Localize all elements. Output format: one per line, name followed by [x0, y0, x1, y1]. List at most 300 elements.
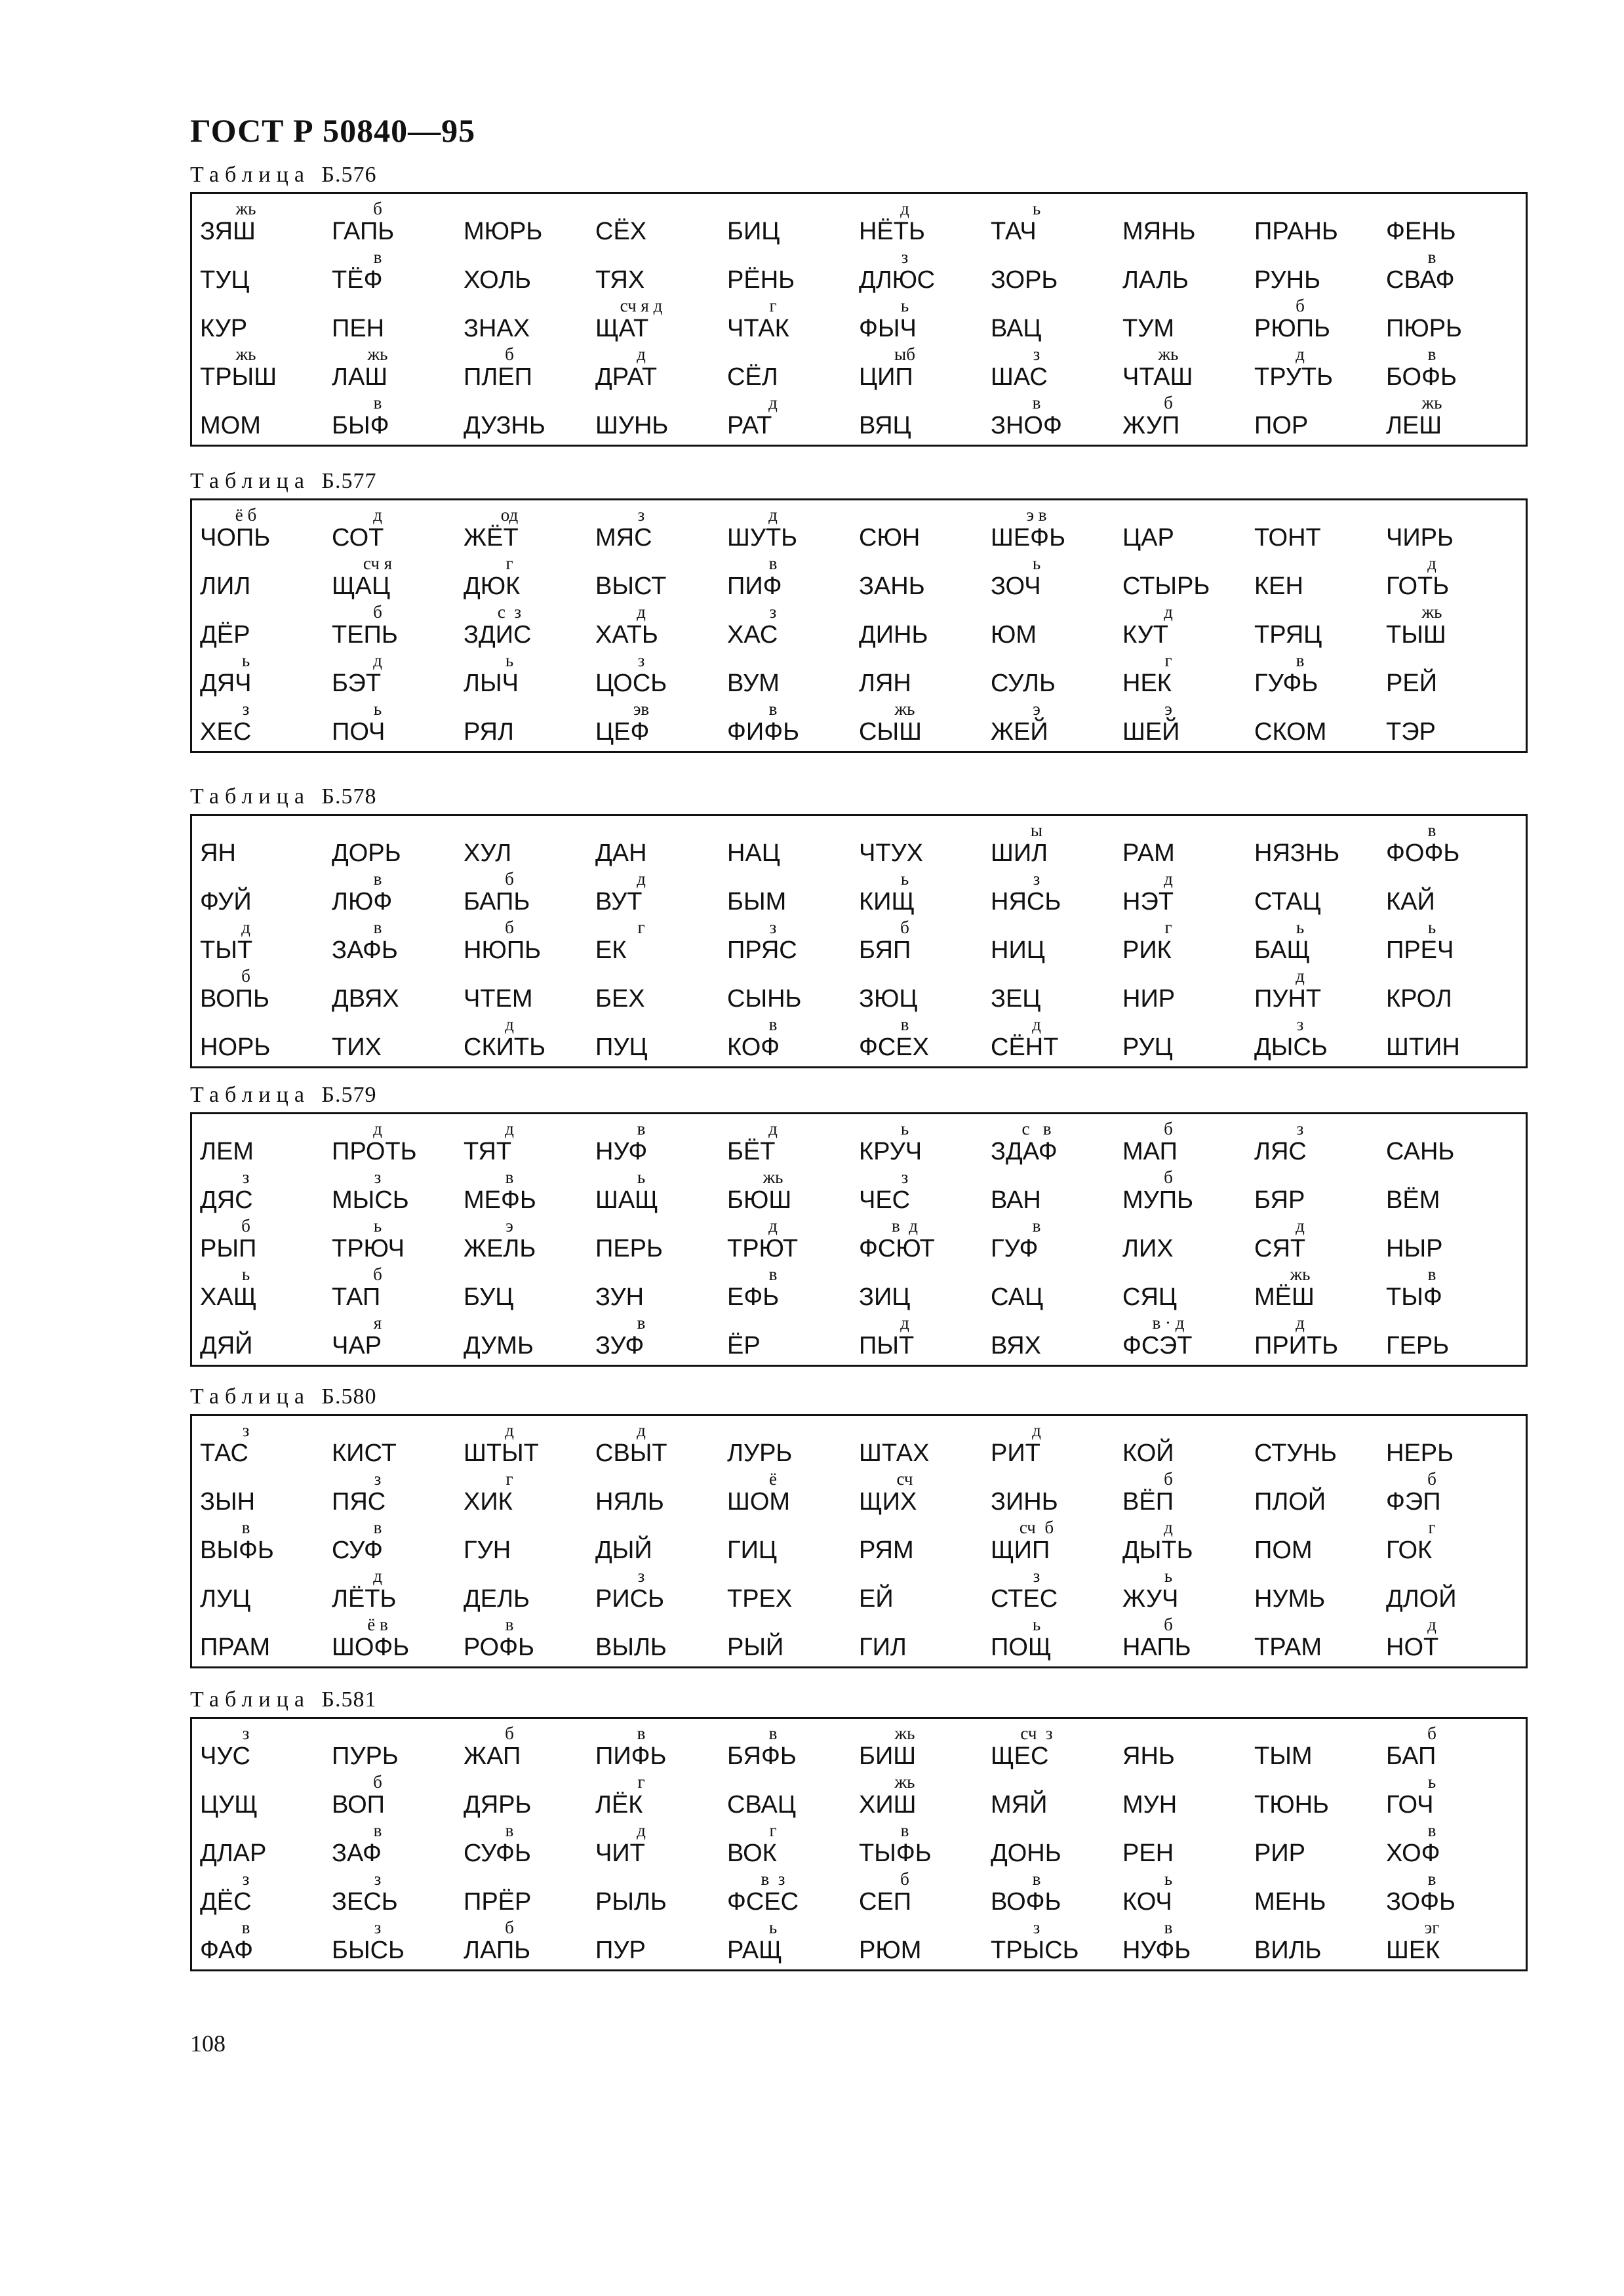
cell-word: ЛИЛ — [200, 573, 251, 600]
table-cell — [1122, 1517, 1254, 1565]
table-cell — [464, 820, 595, 868]
cell-word: РЯЛ — [464, 718, 514, 746]
table-row — [200, 1264, 1518, 1312]
cell-annotation: з — [901, 1167, 909, 1187]
table-cell — [991, 868, 1122, 917]
table-cell — [991, 820, 1122, 868]
cell-annotation: з — [374, 1918, 382, 1937]
cell-annotation: д — [1164, 1518, 1173, 1537]
table-cell — [332, 1565, 464, 1614]
table-cell — [1122, 392, 1254, 441]
table-cell — [991, 1868, 1122, 1917]
table-cell — [464, 198, 595, 247]
cell-word: ДЯС — [200, 1186, 253, 1214]
cell-annotation — [1254, 1917, 1346, 1938]
cell-word: СТЕС — [991, 1585, 1058, 1613]
cell-word: ЛЕШ — [1386, 412, 1442, 439]
cell-word: ТОНТ — [1254, 524, 1321, 552]
cell-word: ТАЧ — [991, 218, 1037, 245]
cell-annotation: в — [1032, 393, 1041, 413]
cell-annotation: з — [242, 1420, 250, 1440]
cell-annotation — [1122, 820, 1214, 841]
cell-annotation — [464, 198, 555, 219]
cell-annotation — [464, 295, 555, 316]
table-cell — [991, 1312, 1122, 1361]
cell-annotation — [1254, 1565, 1346, 1586]
cell-annotation: в · д — [1152, 1313, 1185, 1333]
cell-annotation: в — [1427, 820, 1436, 840]
cell-word: ЗИЦ — [859, 1283, 911, 1311]
cell-annotation: д — [637, 344, 646, 364]
table-cell — [727, 601, 859, 650]
cell-annotation — [1254, 198, 1346, 219]
cell-word: КУР — [200, 315, 248, 342]
table-cell — [859, 1215, 991, 1264]
table-cell — [464, 1468, 595, 1517]
cell-annotation: жь — [1421, 393, 1442, 413]
table-cell — [1386, 601, 1518, 650]
cell-annotation: с в — [1021, 1119, 1052, 1138]
cell-annotation: з — [374, 1469, 382, 1489]
table-cell — [1254, 698, 1386, 747]
cell-annotation: б — [900, 917, 909, 937]
cell-word: ЧТЕМ — [464, 985, 533, 1013]
table-cell — [859, 1723, 991, 1771]
cell-annotation: з — [1033, 1918, 1040, 1937]
cell-annotation: в — [505, 1167, 514, 1187]
cell-word: МЮРЬ — [464, 218, 543, 245]
cell-word: РИК — [1122, 937, 1172, 964]
cell-word: ВАН — [991, 1186, 1041, 1214]
cell-annotation: г — [505, 1469, 513, 1489]
cell-word: ПЛЕП — [464, 363, 532, 391]
cell-word: ДЛАР — [200, 1840, 267, 1867]
cell-annotation — [859, 601, 951, 622]
cell-annotation — [727, 344, 819, 365]
cell-word: ЛЁТЬ — [332, 1585, 397, 1613]
cell-annotation: д — [373, 1119, 382, 1138]
cell-annotation — [1254, 1723, 1346, 1744]
cell-word: ШТАХ — [859, 1440, 930, 1467]
cell-word: ЗАФЬ — [332, 937, 398, 964]
cell-word: БЁТ — [727, 1138, 776, 1165]
cell-word: НУФ — [595, 1138, 648, 1165]
cell-word: ДЛОЙ — [1386, 1585, 1457, 1613]
table-cell — [859, 1771, 991, 1820]
table-row — [200, 1565, 1518, 1614]
table-caption-prefix: Таблица — [190, 1687, 310, 1712]
cell-word: ФСЕС — [727, 1888, 799, 1916]
cell-word: ЩЕС — [991, 1742, 1049, 1770]
cell-annotation — [727, 247, 819, 268]
table-cell — [464, 295, 595, 344]
table-cell — [991, 1420, 1122, 1468]
cell-annotation — [595, 1868, 687, 1889]
cell-annotation — [1254, 601, 1346, 622]
cell-annotation — [727, 1420, 819, 1441]
cell-word: ВОК — [727, 1840, 777, 1867]
table-cell — [991, 1917, 1122, 1965]
table-cell — [727, 1118, 859, 1167]
word-table — [190, 1414, 1528, 1668]
cell-annotation: в — [373, 917, 382, 937]
table-cell — [200, 344, 332, 392]
cell-word: ТАС — [200, 1440, 248, 1467]
cell-annotation: ь — [637, 1167, 646, 1187]
table-cell — [464, 1264, 595, 1312]
table-cell — [200, 1312, 332, 1361]
cell-annotation: д — [637, 602, 646, 622]
table-cell — [1122, 917, 1254, 965]
table-cell — [991, 1565, 1122, 1614]
cell-annotation: г — [1428, 1518, 1436, 1537]
table-cell — [1254, 1517, 1386, 1565]
cell-annotation — [200, 601, 292, 622]
table-cell — [464, 247, 595, 295]
cell-word: ЛЯС — [1254, 1138, 1307, 1165]
cell-annotation — [595, 198, 687, 219]
cell-word: ЦИП — [859, 363, 913, 391]
cell-word: ПОМ — [1254, 1537, 1313, 1564]
cell-annotation: г — [1164, 651, 1172, 670]
cell-annotation: ь — [900, 296, 909, 315]
cell-annotation: ь — [1296, 917, 1305, 937]
cell-word: НИЦ — [991, 937, 1045, 964]
cell-annotation — [1386, 1565, 1478, 1586]
table-row — [200, 601, 1518, 650]
cell-word: САЦ — [991, 1283, 1044, 1311]
cell-annotation: жь — [235, 344, 256, 364]
cell-annotation: жь — [894, 1723, 915, 1743]
cell-annotation: в з — [761, 1869, 785, 1889]
cell-word: СВЫТ — [595, 1440, 667, 1467]
cell-annotation: эв — [633, 699, 650, 719]
table-cell — [464, 868, 595, 917]
cell-word: БИШ — [859, 1742, 917, 1770]
cell-word: НОРЬ — [200, 1034, 271, 1061]
cell-annotation: б — [1164, 1119, 1173, 1138]
cell-annotation: ь — [241, 1264, 250, 1284]
table-cell — [859, 601, 991, 650]
cell-word: СУФЬ — [464, 1840, 531, 1867]
cell-word: ЕЙ — [859, 1585, 894, 1613]
table-caption — [190, 161, 1528, 192]
cell-word: СВАФ — [1386, 266, 1455, 294]
cell-word: ЧТУХ — [859, 839, 924, 867]
cell-annotation: б — [505, 1918, 514, 1937]
cell-word: ПИФЬ — [595, 1742, 667, 1770]
cell-word: СЁЛ — [727, 363, 778, 391]
cell-annotation: сч я д — [620, 296, 663, 315]
cell-word: ПЕН — [332, 315, 385, 342]
table-cell — [1254, 247, 1386, 295]
table-cell — [1122, 650, 1254, 698]
cell-word: ШИЛ — [991, 839, 1048, 867]
cell-annotation — [1122, 1723, 1214, 1744]
table-section — [190, 1081, 1528, 1367]
cell-word: ВЁП — [1122, 1488, 1174, 1516]
cell-word: ЖЕЙ — [991, 718, 1048, 746]
cell-annotation — [727, 198, 819, 219]
cell-annotation — [1122, 1014, 1214, 1035]
table-cell — [332, 392, 464, 441]
table-cell — [991, 1614, 1122, 1662]
table-cell — [595, 1014, 727, 1062]
table-cell — [200, 1118, 332, 1167]
cell-annotation — [200, 820, 292, 841]
cell-annotation: жь — [1158, 344, 1179, 364]
cell-annotation: д — [373, 505, 382, 525]
word-table — [190, 1112, 1528, 1367]
table-caption-number: Б.579 — [321, 1083, 377, 1107]
table-cell — [332, 1614, 464, 1662]
table-cell — [200, 1917, 332, 1965]
cell-annotation — [727, 1312, 819, 1333]
cell-word: БЮШ — [727, 1186, 792, 1214]
cell-annotation — [991, 1312, 1082, 1333]
table-cell — [991, 1118, 1122, 1167]
cell-annotation: б — [900, 1869, 909, 1889]
cell-word: МОМ — [200, 412, 261, 439]
cell-annotation: ь — [1032, 1615, 1041, 1634]
cell-annotation: з — [1033, 344, 1040, 364]
cell-word: ЗЫН — [200, 1488, 256, 1516]
cell-word: ГУФЬ — [1254, 670, 1318, 697]
table-cell — [1122, 1312, 1254, 1361]
cell-word: НЯЛЬ — [595, 1488, 664, 1516]
cell-annotation — [1254, 820, 1346, 841]
table-cell — [1386, 1517, 1518, 1565]
word-table — [190, 192, 1528, 447]
cell-word: ЗЯШ — [200, 218, 256, 245]
table-row — [200, 344, 1518, 392]
cell-word: БЫФ — [332, 412, 389, 439]
table-cell — [200, 698, 332, 747]
cell-word: ГОК — [1386, 1537, 1433, 1564]
cell-annotation — [1386, 1167, 1478, 1188]
cell-word: ЗНОФ — [991, 412, 1062, 439]
cell-annotation: в — [373, 393, 382, 413]
table-cell — [1122, 1468, 1254, 1517]
cell-word: РЮМ — [859, 1937, 922, 1964]
cell-annotation — [1122, 553, 1214, 574]
table-cell — [1386, 1868, 1518, 1917]
cell-word: ТРЮТ — [727, 1235, 799, 1262]
cell-annotation: д — [1164, 869, 1173, 889]
cell-word: РИТ — [991, 1440, 1040, 1467]
cell-annotation: ё в — [367, 1615, 388, 1634]
table-cell — [464, 965, 595, 1014]
cell-word: НАПЬ — [1122, 1634, 1191, 1661]
cell-word: ФСЭТ — [1122, 1332, 1193, 1359]
table-cell — [727, 504, 859, 553]
table-cell — [859, 1312, 991, 1361]
cell-annotation: з — [242, 1167, 250, 1187]
table-cell — [991, 698, 1122, 747]
cell-annotation: з — [637, 1566, 645, 1586]
cell-word: КИСТ — [332, 1440, 397, 1467]
cell-annotation: г — [637, 917, 645, 937]
cell-annotation: в — [637, 1723, 646, 1743]
table-cell — [332, 504, 464, 553]
table-row — [200, 295, 1518, 344]
table-caption — [190, 1685, 1528, 1717]
cell-annotation — [727, 820, 819, 841]
cell-annotation — [1254, 1771, 1346, 1792]
table-cell — [200, 198, 332, 247]
table-cell — [595, 1868, 727, 1917]
cell-word: ФОФЬ — [1386, 839, 1460, 867]
cell-word: ДЫЙ — [595, 1537, 652, 1564]
cell-word: ТРЕХ — [727, 1585, 793, 1613]
table-cell — [595, 1167, 727, 1215]
cell-annotation: д — [637, 1821, 646, 1840]
cell-word: РОФЬ — [464, 1634, 534, 1661]
cell-word: СТЫРЬ — [1122, 573, 1210, 600]
cell-annotation — [1122, 1215, 1214, 1236]
cell-annotation — [1386, 1215, 1478, 1236]
cell-annotation: д — [505, 1015, 514, 1034]
table-cell — [1254, 1771, 1386, 1820]
table-cell — [859, 1868, 991, 1917]
cell-word: ВЫСТ — [595, 573, 667, 600]
cell-word: МЕНЬ — [1254, 1888, 1326, 1916]
table-cell — [727, 1723, 859, 1771]
cell-word: СЁНТ — [991, 1034, 1059, 1061]
table-cell — [200, 1420, 332, 1468]
cell-annotation — [1254, 392, 1346, 413]
cell-word: ДЮК — [464, 573, 521, 600]
table-cell — [991, 1014, 1122, 1062]
cell-word: ЧОПЬ — [200, 524, 271, 552]
cell-annotation — [464, 1312, 555, 1333]
cell-annotation: д — [1427, 1615, 1436, 1634]
cell-annotation: в — [768, 554, 778, 573]
table-cell — [332, 650, 464, 698]
table-cell — [727, 1917, 859, 1965]
cell-word: ЗУН — [595, 1283, 644, 1311]
table-cell — [991, 504, 1122, 553]
table-row — [200, 698, 1518, 747]
cell-annotation: сч б — [1019, 1518, 1054, 1537]
cell-annotation — [332, 1014, 424, 1035]
table-cell — [595, 965, 727, 1014]
table-cell — [727, 553, 859, 601]
table-cell — [1122, 1215, 1254, 1264]
cell-word: ЁР — [727, 1332, 761, 1359]
cell-annotation — [464, 392, 555, 413]
cell-word: ВАЦ — [991, 315, 1042, 342]
cell-annotation: жь — [894, 699, 915, 719]
cell-word: БЫСЬ — [332, 1937, 405, 1964]
table-cell — [464, 553, 595, 601]
table-section — [190, 782, 1528, 1068]
cell-word: ЩАТ — [595, 315, 649, 342]
cell-word: БЕХ — [595, 985, 645, 1013]
cell-word: ЛЯН — [859, 670, 911, 697]
cell-annotation: в — [241, 1918, 250, 1937]
cell-word: ГЕРЬ — [1386, 1332, 1450, 1359]
table-cell — [727, 1565, 859, 1614]
cell-annotation: з — [242, 1723, 250, 1743]
table-cell — [991, 553, 1122, 601]
cell-annotation — [991, 247, 1082, 268]
cell-word: ХУЛ — [464, 839, 512, 867]
table-cell — [1386, 1917, 1518, 1965]
table-cell — [464, 1118, 595, 1167]
cell-word: ЕФЬ — [727, 1283, 780, 1311]
cell-word: ПЮРЬ — [1386, 315, 1462, 342]
table-cell — [859, 295, 991, 344]
cell-word: КРОЛ — [1386, 985, 1452, 1013]
cell-word: ПУРЬ — [332, 1742, 399, 1770]
table-cell — [859, 198, 991, 247]
table-cell — [200, 1820, 332, 1868]
table-cell — [595, 247, 727, 295]
cell-annotation: э — [505, 1216, 513, 1236]
table-cell — [859, 1614, 991, 1662]
table-cell — [200, 1517, 332, 1565]
cell-annotation: з — [637, 505, 645, 525]
cell-annotation: б — [373, 1264, 382, 1284]
table-cell — [1254, 820, 1386, 868]
cell-annotation — [1122, 504, 1214, 525]
cell-annotation — [595, 1614, 687, 1635]
cell-word: ГАПЬ — [332, 218, 395, 245]
cell-annotation: б — [1427, 1723, 1436, 1743]
table-cell — [859, 247, 991, 295]
cell-annotation: з — [1296, 1119, 1304, 1138]
cell-annotation: д — [1296, 966, 1305, 986]
cell-annotation — [1254, 1420, 1346, 1441]
cell-word: ТЫМ — [1254, 1742, 1313, 1770]
table-cell — [1386, 392, 1518, 441]
cell-word: МЯС — [595, 524, 652, 552]
table-cell — [1386, 344, 1518, 392]
cell-word: ТИХ — [332, 1034, 382, 1061]
cell-word: НЕК — [1122, 670, 1172, 697]
cell-annotation: ь — [1164, 1869, 1173, 1889]
cell-word: ЕК — [595, 937, 627, 964]
table-cell — [332, 868, 464, 917]
table-row — [200, 1771, 1518, 1820]
table-cell — [727, 392, 859, 441]
table-caption-number: Б.577 — [321, 469, 377, 493]
table-cell — [727, 650, 859, 698]
page-number: 108 — [190, 2030, 226, 2057]
table-caption-prefix: Таблица — [190, 163, 310, 187]
table-cell — [200, 650, 332, 698]
cell-word: КУТ — [1122, 621, 1168, 649]
table-cell — [991, 198, 1122, 247]
cell-word: ТРУТЬ — [1254, 363, 1334, 391]
cell-annotation — [1386, 868, 1478, 889]
table-cell — [332, 1771, 464, 1820]
table-cell — [859, 392, 991, 441]
table-cell — [991, 344, 1122, 392]
cell-word: ШОМ — [727, 1488, 791, 1516]
cell-word: ЧИТ — [595, 1840, 645, 1867]
cell-annotation: в — [768, 699, 778, 719]
table-cell — [1254, 601, 1386, 650]
cell-annotation — [332, 1723, 424, 1744]
cell-word: ШАС — [991, 363, 1048, 391]
cell-word: БЯП — [859, 937, 911, 964]
cell-word: ВИЛЬ — [1254, 1937, 1322, 1964]
table-cell — [595, 650, 727, 698]
table-cell — [727, 1014, 859, 1062]
cell-word: БАЩ — [1254, 937, 1311, 964]
